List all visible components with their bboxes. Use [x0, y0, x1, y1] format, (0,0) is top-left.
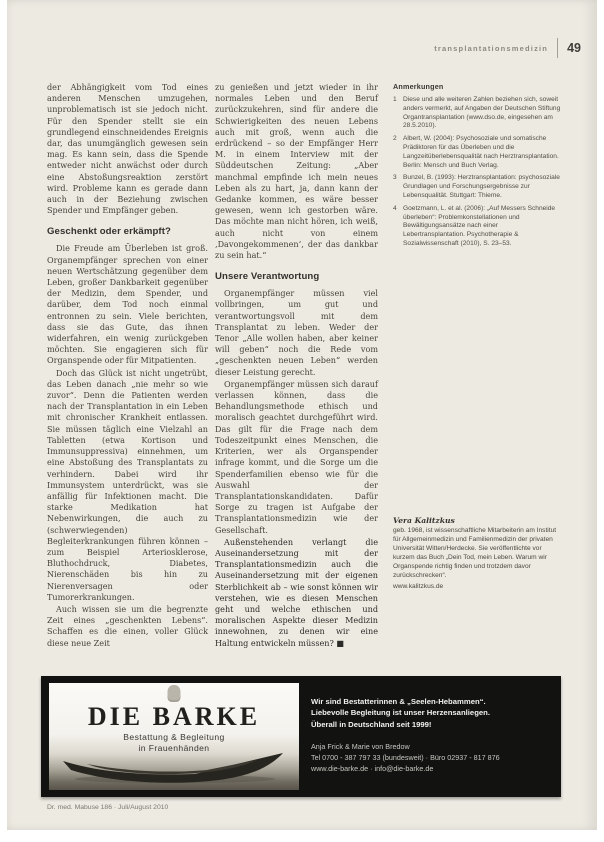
annotation-number: 3: [393, 174, 397, 182]
annotation-text: Diese und alle weiteren Zahlen beziehen sich, soweit anders vermerkt, auf Angaben der Deutschen Stiftung Organtransplantation (www.dso.de, eingesehen am 28.5.2010).: [403, 96, 561, 130]
annotations-title: Anmerkungen: [393, 82, 444, 91]
paragraph-article-end: Außenstehenden verlangt die Auseinandersetzung mit der Transplantationsmedizin auch die Auseinandersetzung mit der eigenen Sterblichkeit ab – wie sonst können wir verstehen, wie es diesen Menschen geht und welche ethischen und moralischen Aspekte dieser Medizin innewohnen, zu denen wir eine Haltung entwickeln müssen? ■: [215, 536, 378, 648]
ad-brand-name: DIE BARKE: [87, 702, 261, 731]
author-website-link: www.kalitzkus.de: [393, 583, 444, 591]
section-heading-geschenkt: Geschenkt oder erkämpft?: [47, 226, 171, 238]
article-column-2: [215, 82, 378, 649]
ad-contact-web: www.die-barke.de · info@die-barke.de: [311, 763, 434, 773]
paragraph: Organempfänger müssen sich darauf verlassen können, dass die Behandlungsmethode ethisch und moralisch geachtet durchgeführt wird. Das gilt für die Frage nach dem Todeszeitpunkt eines Menschen, die Kriterien, wer als Organspender infrage kommt, und die Sorge um die Spenderfamilien ebenso wie für die Auswahl der Transplantationskandidaten. Dafür Sorge zu tragen ist Aufgabe der Transplantationsmedizin wie der Gesellschaft.: [215, 378, 378, 535]
magazine-page: [7, 0, 597, 830]
paragraph: Die Freude am Überleben ist groß. Organempfänger sprechen von einer neuen Wertschätzung gegenüber dem Leben, großer Dankbarkeit gegenüber der Medizin, dem Spender, und darüber, dem Tod noch einmal entronnen zu sein. Viele berichten, dass sie das Gute, das ihnen widerfahren, ein wenig zurückgeben möchten. Sie engagieren sich für Organspende oder für Mitpatienten.: [47, 243, 208, 366]
page-header: [434, 38, 581, 58]
annotation-number: 1: [393, 96, 397, 103]
author-bio: [393, 516, 561, 591]
annotation-item: [393, 174, 561, 200]
ad-pitch-line3: Überall in Deutschland seit 1999!: [311, 719, 432, 729]
boat-icon: [57, 748, 291, 784]
author-bio-text: geb. 1968, ist wissenschaftliche Mitarbeiterin am Institut für Allgemeinmedizin und Familienmedizin der privaten Universität Witten/Herdecke. Sie veröffentlichte vor kurzem das Buch „Dein Tod, mein Leben. Warum wir Organspende richtig finden und trotzdem davor zurückschrecken“.: [393, 527, 557, 579]
ad-pitch-line2: Liebevolle Begleitung ist unser Herzensanliegen.: [311, 708, 490, 718]
author-name: Vera Kalitzkus: [393, 516, 455, 525]
ad-contact-phone: Tel 0700 - 387 797 33 (bundesweit) · Büro 02937 - 817 876: [311, 753, 500, 763]
header-divider: [557, 38, 558, 58]
ad-photo: [49, 683, 299, 790]
article-column-1: [47, 82, 208, 649]
section-heading-verantwortung: Unsere Verantwortung: [215, 271, 320, 283]
page-number: 49: [567, 41, 581, 55]
annotation-item: [393, 96, 561, 131]
annotation-item: [393, 205, 561, 249]
annotation-text: Albert, W. (2004): Psychosoziale und somatische Prädiktoren für das Überleben und die Langzeitüberlebensqualität nach Herztransplantation. Berlin: Mensch und Buch Verlag.: [403, 135, 559, 169]
annotation-number: 4: [393, 204, 397, 212]
figurine-icon: [168, 685, 181, 700]
section-label: transplantationsmedizin: [434, 43, 549, 53]
ad-pitch-line1: Wir sind Bestatterinnen & „Seelen-Hebammen“.: [311, 697, 486, 706]
paragraph-continuation: der Abhängigkeit vom Tod eines anderen Menschen umzugehen, unproblematisch ist sie jedoch nicht. Für den Spender stellt sie ein grundlegend einschneidendes Ereignis dar, das unumgänglich gewesen sein mag. Es kann sein, dass die Spende entweder nicht anwächst oder durch eine Abstoßungsreaktion zerstört wird. Probleme kann es gerade dann auch in der Beziehung zwischen Spender und Empfänger geben.: [47, 82, 208, 216]
paragraph: Auch wissen sie um die begrenzte Zeit eines „geschenkten Lebens“. Schaffen es die einen, voller Glück diese neue Zeit: [47, 603, 208, 648]
ad-contact-names: Anja Frick & Marie von Bredow: [311, 742, 410, 752]
annotation-text: Bunzel, B. (1993): Herztransplantation: psychosoziale Grundlagen und Forschungsergebnisse zur Lebensqualität. Stuttgart: Thieme.: [403, 174, 560, 199]
annotation-number: 2: [393, 135, 397, 143]
ad-copy: [311, 696, 551, 775]
paragraph: Doch das Glück ist nicht ungetrübt, das Leben danach „nie mehr so wie zuvor“. Denn die Patienten werden nach der Transplantation in ein Leben mit chronischer Krankheit entlassen. Sie müssen täglich eine Vielzahl an Tabletten (etwa Kortison und Immunsuppressiva) einnehmen, um eine Abstoßung des Transplantats zu verhindern. Dabei wird ihr Immunsystem unterdrückt, was sie anfällig für Infektionen macht. Die starke Medikation hat Nebenwirkungen, die auch zu (schwerwiegenden) Begleiterkrankungen führen können – zum Beispiel Arteriosklerose, Bluthochdruck, Diabetes, Nierenschäden bis hin zu Nierenversagen oder Tumorerkrankungen.: [47, 367, 208, 602]
paragraph: Organempfänger müssen viel vollbringen, um gut und verantwortungsvoll mit dem Transplantat zu leben. Weder der Tenor „Alle wollen haben, aber keiner will geben“ noch die Rede vom „geschenkten neuen Leben“ werden dieser Leistung gerecht.: [215, 288, 378, 377]
annotations-sidebar: [393, 82, 561, 253]
ad-contact-block: [311, 742, 551, 774]
annotation-text: Goetzmann, L. et al. (2006): „Auf Messers Schneide überleben“: Problemkonstellationen und Bewältigungsansätze nach einer Lebertransplantation. Psychotherapie & Sozialwissenschaft (2010), S. 23–53.: [403, 204, 556, 247]
ad-tagline-line1: Bestattung & Begleitung: [123, 732, 225, 742]
journal-footer-credit: Dr. med. Mabuse 186 · Juli/August 2010: [47, 804, 169, 811]
ad-tagline-line2: in Frauenhänden: [138, 742, 210, 753]
paragraph-continuation: zu genießen und jetzt wieder in ihr normales Leben und den Beruf zurückzukehren, sind für andere die Schwierigkeiten des neuen Lebens auch mit groß, wenn auch die erdrückend – so der Empfänger Herr M. in einem Interview mit der Süddeutschen Zeitung: „Aber manchmal empfinde ich mein neues Leben als zu hart, ja, dann kann der Gedanke kommen, es wäre besser gewesen, wenn ich gestorben wäre. Das möchte man nicht hören, ich weiß, auch nicht von einem ‚Davongekommenen‘, der das dankbar zu sein hat.“: [215, 82, 378, 261]
advertisement-die-barke: [41, 676, 561, 797]
annotation-item: [393, 135, 561, 170]
